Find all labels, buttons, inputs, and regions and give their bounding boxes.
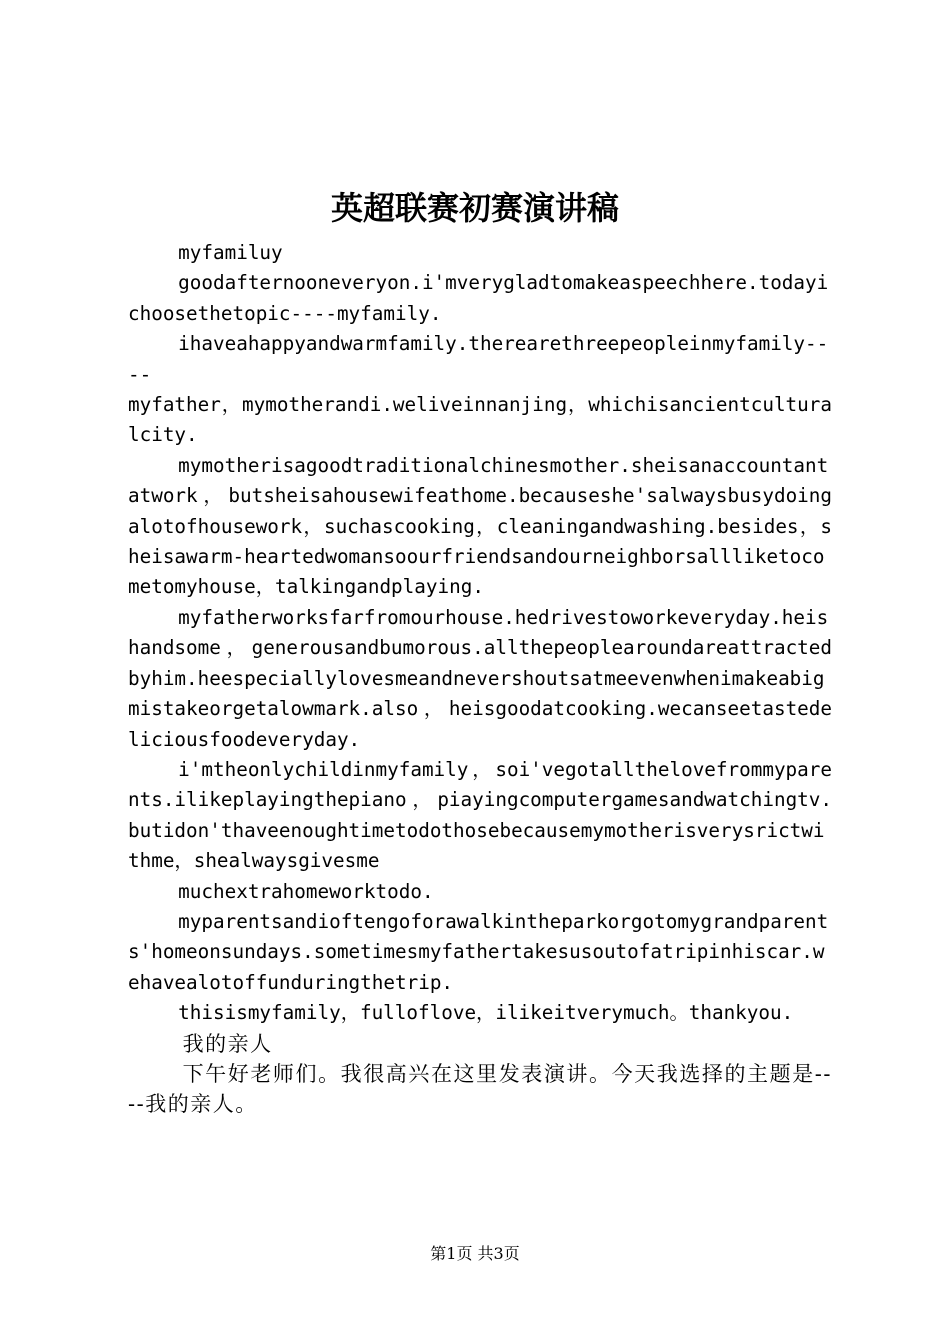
- paragraph-greeting: goodafternooneveryon.i'mverygladtomakeaspeechhere.todayichoosethetopic----myfamily.: [128, 271, 829, 325]
- document-body: [128, 238, 832, 1120]
- paragraph-father: myfatherworksfarfromourhouse.hedrivestoworkeveryday.heishandsome，generousandbumorous.allthepeoplearoundareattractedbyhim.heespeciallylovesmeandnevershoutsatmeevenwhenimakeabigmistakeorgetalowmark.also，heisgoodatcooking.wecanseetastedeliciousfoodeveryday.: [128, 605, 832, 751]
- paragraph-mother: mymotherisagoodtraditionalchinesmother.sheisanaccountantatwork，butsheisahousewifeathome.becauseshe'salwaysbusydoingalotofhousework，suchascooking，cleaningandwashing.besides，sheisawarm-heartedwomansoourfriendsandourneighborsallliketocometomyhouse，talkingandplaying.: [128, 453, 832, 599]
- paragraph-heading-en: myfamiluy: [178, 241, 283, 264]
- paragraph-only-child: i'mtheonlychildinmyfamily，soi'vegotallthelovefrommyparents.ilikeplayingthepiano，piayingcomputergamesandwatchingtv.butidon'thaveenoughtimetodothosebecausemymotherisverysrictwithme，shealwaysgivesme: [128, 757, 832, 873]
- paragraph-greeting-cn: 下午好老师们。我很高兴在这里发表演讲。今天我选择的主题是----我的亲人。: [128, 1061, 832, 1117]
- document-title: 英超联赛初赛演讲稿: [330, 189, 619, 227]
- paragraph-weekends: myparentsandioftengoforawalkintheparkorgotomygrandparents'homeonsundays.sometimesmyfathertakesusoutofatripinhiscar.wehavealotoffunduringthetrip.: [128, 909, 829, 994]
- page-number: 第1页 共3页: [430, 1244, 520, 1263]
- paragraph-family-members: myfather，mymotherandi.weliveinnanjing，whichisancientculturalcity.: [128, 393, 832, 447]
- paragraph-closing: thisismyfamily，fulloflove，ilikeitverymuch。thankyou.: [178, 1001, 794, 1025]
- paragraph-homework: muchextrahomeworktodo.: [178, 879, 434, 903]
- paragraph-family-intro: ihaveahappyandwarmfamily.therearethreepeopleinmyfamily----: [128, 332, 829, 386]
- paragraph-heading-cn: 我的亲人: [182, 1031, 273, 1056]
